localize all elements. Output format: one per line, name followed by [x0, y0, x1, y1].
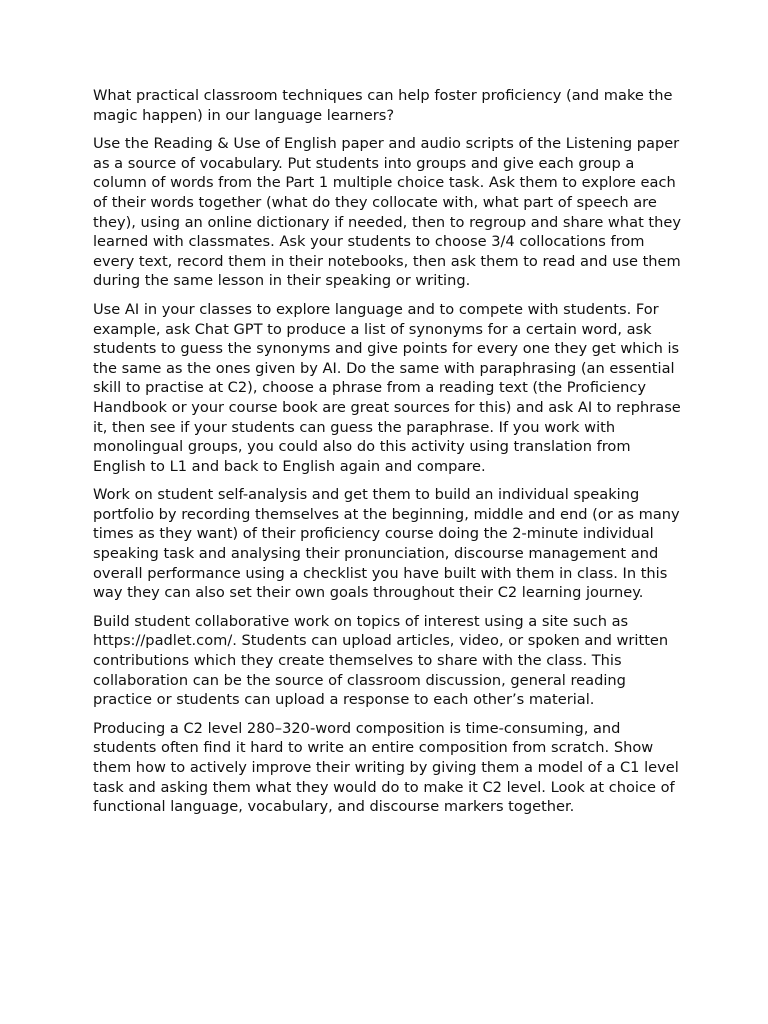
paragraph-vocabulary-groups: Use the Reading & Use of English paper and audio scripts of the Listening paper as a source of vocabulary. Put students into groups and give each group a column of words from the Part 1 multiple choice task. Ask them to explore each of their words together (what do they collocate with, what part of speech are they), using an online dictionary if needed, then to regroup and share what they learned with classmates. Ask your students to choose 3/4 collocations from every text, record them in their notebooks, then ask them to read and use them during the same lesson in their speaking or writing. [93, 135, 682, 290]
paragraph-collaborative-work: Build student collaborative work on topics of interest using a site such as https://padlet.com/. Students can upload articles, video, or spoken and written contributions which they create themselves to share with the class. This collaboration can be the source of classroom discussion, general reading practice or students can upload a response to each other’s material. [93, 612, 669, 709]
intro-question: What practical classroom techniques can help foster proficiency (and make the magic happen) in our language learners? [93, 87, 673, 124]
document-body [93, 86, 683, 826]
paragraph-composition-writing: Producing a C2 level 280–320-word composition is time-consuming, and students often find it hard to write an entire composition from scratch. Show them how to actively improve their writing by giving them a model of a C1 level task and asking them what they would do to make it C2 level. Look at choice of functional language, vocabulary, and discourse markers together. [93, 719, 679, 816]
paragraph-ai-activities: Use AI in your classes to explore language and to compete with students. For example, ask Chat GPT to produce a list of synonyms for a certain word, ask students to guess the synonyms and give points for every one they get which is the same as the ones given by AI. Do the same with paraphrasing (an essential skill to practise at C2), choose a phrase from a reading text (the Proficiency Handbook or your course book are great sources for this) and ask AI to rephrase it, then see if your students can guess the paraphrase. If you work with monolingual groups, you could also do this activity using translation from English to L1 and back to English again and compare. [93, 300, 681, 475]
paragraph-speaking-portfolio: Work on student self-analysis and get them to build an individual speaking portfolio by recording themselves at the beginning, middle and end (or as many times as they want) of their proficiency course doing the 2-minute individual speaking task and analysing their pronunciation, discourse management and overall performance using a checklist you have built with them in class. In this way they can also set their own goals throughout their C2 learning journey. [93, 486, 680, 602]
